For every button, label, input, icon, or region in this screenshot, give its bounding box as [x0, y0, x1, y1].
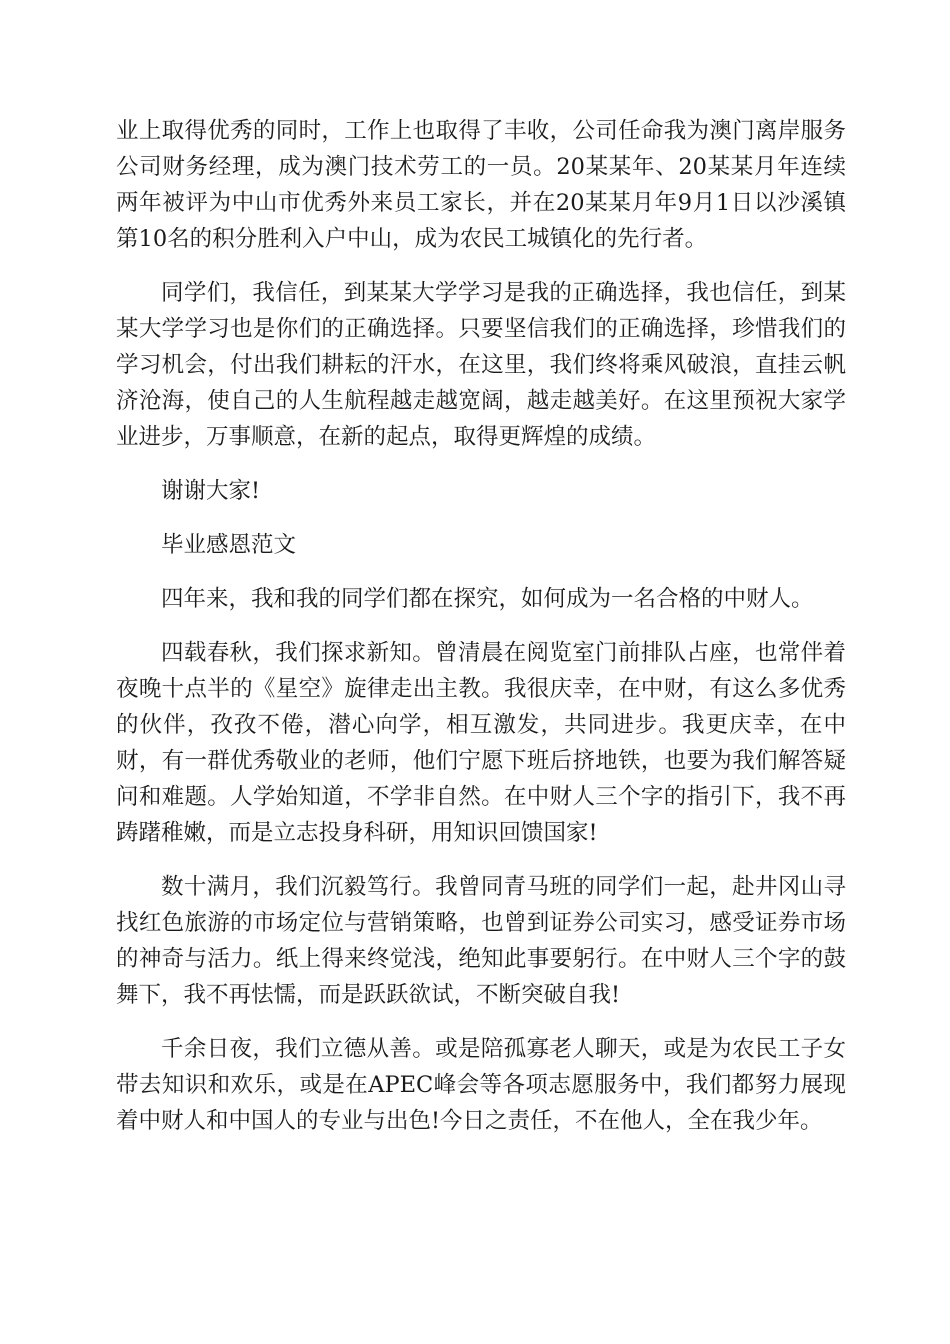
paragraph-continuation: 业上取得优秀的同时，工作上也取得了丰收，公司任命我为澳门离岸服务公司财务经理，成为澳门技术劳工的一员。20某某年、20某某月年连续两年被评为中山市优秀外来员工家长，并在20某某月年9月1日以沙溪镇第10名的积分胜利入户中山，成为农民工城镇化的先行者。	[116, 118, 846, 252]
section-title: 毕业感恩范文	[161, 532, 297, 558]
paragraph-thanks: 谢谢大家!	[161, 478, 261, 504]
paragraph-virtue: 千余日夜，我们立德从善。或是陪孤寡老人聊天，或是为农民工子女带去知识和欢乐，或是在APEC峰会等各项志愿服务中，我们都努力展现着中财人和中国人的专业与出色!今日之责任，不在他人，全在我少年。	[116, 1036, 846, 1134]
paragraph-seeking-knowledge: 四载春秋，我们探求新知。曾清晨在阅览室门前排队占座，也常伴着夜晚十点半的《星空》旋律走出主教。我很庆幸，在中财，有这么多优秀的伙伴，孜孜不倦，潜心向学，相互激发，共同进步。我更庆幸，在中财，有一群优秀敬业的老师，他们宁愿下班后挤地铁，也要为我们解答疑问和难题。人学始知道，不学非自然。在中财人三个字的指引下，我不再踌躇稚嫩，而是立志投身科研，用知识回馈国家!	[116, 640, 846, 846]
paragraph-practice: 数十满月，我们沉毅笃行。我曾同青马班的同学们一起，赴井冈山寻找红色旅游的市场定位与营销策略，也曾到证券公司实习，感受证券市场的神奇与活力。纸上得来终觉浅，绝知此事要躬行。在中财人三个字的鼓舞下，我不再怯懦，而是跃跃欲试，不断突破自我!	[116, 874, 846, 1008]
paragraph-classmates: 同学们，我信任，到某某大学学习是我的正确选择，我也信任，到某某大学学习也是你们的正确选择。只要坚信我们的正确选择，珍惜我们的学习机会，付出我们耕耘的汗水，在这里，我们终将乘风破浪，直挂云帆济沧海，使自己的人生航程越走越宽阔，越走越美好。在这里预祝大家学业进步，万事顺意，在新的起点，取得更辉煌的成绩。	[116, 280, 846, 450]
document-body	[116, 113, 846, 1157]
paragraph-four-years: 四年来，我和我的同学们都在探究，如何成为一名合格的中财人。	[161, 586, 814, 612]
